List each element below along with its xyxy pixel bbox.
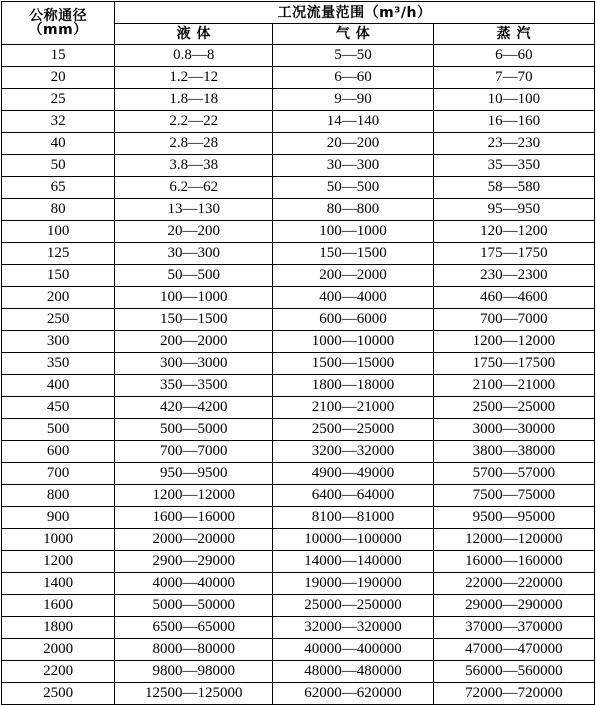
liquid-range-cell: 2900—29000 [115,551,273,573]
liquid-range-cell: 700—7000 [115,441,273,463]
gas-range-cell: 14—140 [273,111,433,133]
steam-range-cell: 56000—560000 [433,661,594,683]
nominal-diameter-cell: 1000 [2,529,115,551]
gas-range-cell: 3200—32000 [273,441,433,463]
steam-range-cell: 95—950 [433,199,594,221]
nominal-diameter-cell: 450 [2,397,115,419]
steam-range-cell: 16000—160000 [433,551,594,573]
nominal-diameter-cell: 300 [2,331,115,353]
steam-range-cell: 58—580 [433,177,594,199]
table-row [2,419,595,441]
table-row [2,155,595,177]
gas-range-cell: 4900—49000 [273,463,433,485]
table-row [2,639,595,661]
table-row [2,89,595,111]
gas-range-cell: 600—6000 [273,309,433,331]
nominal-diameter-cell: 65 [2,177,115,199]
steam-range-cell: 72000—720000 [433,683,594,705]
liquid-range-cell: 13—130 [115,199,273,221]
gas-range-cell: 20—200 [273,133,433,155]
liquid-range-cell: 2.8—28 [115,133,273,155]
steam-range-cell: 29000—290000 [433,595,594,617]
nominal-diameter-cell: 15 [2,45,115,67]
table-row [2,617,595,639]
table-row [2,133,595,155]
table-row [2,199,595,221]
steam-range-cell: 700—7000 [433,309,594,331]
table-row [2,221,595,243]
gas-range-cell: 6—60 [273,67,433,89]
nominal-diameter-cell: 250 [2,309,115,331]
nominal-diameter-cell: 2200 [2,661,115,683]
gas-range-cell: 2100—21000 [273,397,433,419]
gas-range-cell: 80—800 [273,199,433,221]
nominal-diameter-cell: 125 [2,243,115,265]
table-row [2,529,595,551]
table-row [2,397,595,419]
gas-range-cell: 100—1000 [273,221,433,243]
nominal-diameter-header [2,2,115,45]
table-row [2,111,595,133]
table-row [2,595,595,617]
nominal-diameter-cell: 400 [2,375,115,397]
steam-range-cell: 460—4600 [433,287,594,309]
table-row [2,375,595,397]
liquid-range-cell: 8000—80000 [115,639,273,661]
steam-range-cell: 3000—30000 [433,419,594,441]
table-row [2,177,595,199]
liquid-range-cell: 2000—20000 [115,529,273,551]
liquid-range-cell: 1.8—18 [115,89,273,111]
nominal-diameter-cell: 1800 [2,617,115,639]
nominal-diameter-cell: 500 [2,419,115,441]
nominal-diameter-cell: 25 [2,89,115,111]
steam-range-cell: 47000—470000 [433,639,594,661]
liquid-range-cell: 9800—98000 [115,661,273,683]
table-body [2,45,595,705]
column-header-steam: 蒸 汽 [433,24,594,45]
nominal-diameter-cell: 50 [2,155,115,177]
steam-range-cell: 120—1200 [433,221,594,243]
liquid-range-cell: 950—9500 [115,463,273,485]
gas-range-cell: 62000—620000 [273,683,433,705]
nominal-diameter-cell: 900 [2,507,115,529]
nominal-diameter-cell: 100 [2,221,115,243]
gas-range-cell: 48000—480000 [273,661,433,683]
steam-range-cell: 1200—12000 [433,331,594,353]
table-row [2,463,595,485]
table-row [2,551,595,573]
gas-range-cell: 30—300 [273,155,433,177]
table-row [2,573,595,595]
table-row [2,441,595,463]
nominal-diameter-unit: （mm） [28,22,88,38]
nominal-diameter-cell: 200 [2,287,115,309]
steam-range-cell: 1750—17500 [433,353,594,375]
gas-range-cell: 40000—400000 [273,639,433,661]
gas-range-cell: 32000—320000 [273,617,433,639]
steam-range-cell: 9500—95000 [433,507,594,529]
gas-range-cell: 5—50 [273,45,433,67]
gas-range-cell: 6400—64000 [273,485,433,507]
gas-range-cell: 8100—81000 [273,507,433,529]
nominal-diameter-cell: 600 [2,441,115,463]
liquid-range-cell: 4000—40000 [115,573,273,595]
steam-range-cell: 7—70 [433,67,594,89]
steam-range-cell: 23—230 [433,133,594,155]
nominal-diameter-cell: 1200 [2,551,115,573]
steam-range-cell: 175—1750 [433,243,594,265]
liquid-range-cell: 0.8—8 [115,45,273,67]
nominal-diameter-cell: 2500 [2,683,115,705]
liquid-range-cell: 50—500 [115,265,273,287]
steam-range-cell: 3800—38000 [433,441,594,463]
flow-range-title: 工况流量范围（m³/h） [115,2,595,24]
column-header-liquid: 液 体 [115,24,273,45]
liquid-range-cell: 100—1000 [115,287,273,309]
gas-range-cell: 10000—100000 [273,529,433,551]
steam-range-cell: 2100—21000 [433,375,594,397]
liquid-range-cell: 3.8—38 [115,155,273,177]
table-row [2,243,595,265]
gas-range-cell: 200—2000 [273,265,433,287]
table-row [2,45,595,67]
liquid-range-cell: 1600—16000 [115,507,273,529]
liquid-range-cell: 500—5000 [115,419,273,441]
steam-range-cell: 10—100 [433,89,594,111]
table-row [2,661,595,683]
table-row [2,287,595,309]
table-row [2,67,595,89]
nominal-diameter-cell: 350 [2,353,115,375]
steam-range-cell: 2500—25000 [433,397,594,419]
steam-range-cell: 5700—57000 [433,463,594,485]
nominal-diameter-cell: 2000 [2,639,115,661]
nominal-diameter-cell: 700 [2,463,115,485]
liquid-range-cell: 5000—50000 [115,595,273,617]
gas-range-cell: 50—500 [273,177,433,199]
gas-range-cell: 1000—10000 [273,331,433,353]
liquid-range-cell: 6.2—62 [115,177,273,199]
table-row [2,309,595,331]
liquid-range-cell: 30—300 [115,243,273,265]
nominal-diameter-cell: 80 [2,199,115,221]
gas-range-cell: 19000—190000 [273,573,433,595]
nominal-diameter-cell: 20 [2,67,115,89]
nominal-diameter-cell: 1400 [2,573,115,595]
table-row [2,485,595,507]
liquid-range-cell: 12500—125000 [115,683,273,705]
liquid-range-cell: 1200—12000 [115,485,273,507]
flow-range-table [1,1,595,705]
liquid-range-cell: 300—3000 [115,353,273,375]
table-row [2,353,595,375]
steam-range-cell: 230—2300 [433,265,594,287]
table-row [2,265,595,287]
steam-range-cell: 37000—370000 [433,617,594,639]
gas-range-cell: 1800—18000 [273,375,433,397]
nominal-diameter-cell: 1600 [2,595,115,617]
liquid-range-cell: 200—2000 [115,331,273,353]
nominal-diameter-cell: 40 [2,133,115,155]
steam-range-cell: 12000—120000 [433,529,594,551]
liquid-range-cell: 1.2—12 [115,67,273,89]
nominal-diameter-label: 公称通径 [29,8,88,24]
steam-range-cell: 6—60 [433,45,594,67]
liquid-range-cell: 420—4200 [115,397,273,419]
nominal-diameter-cell: 150 [2,265,115,287]
steam-range-cell: 35—350 [433,155,594,177]
gas-range-cell: 150—1500 [273,243,433,265]
table-row [2,331,595,353]
gas-range-cell: 9—90 [273,89,433,111]
liquid-range-cell: 2.2—22 [115,111,273,133]
column-header-gas: 气 体 [273,24,433,45]
steam-range-cell: 16—160 [433,111,594,133]
gas-range-cell: 400—4000 [273,287,433,309]
gas-range-cell: 25000—250000 [273,595,433,617]
liquid-range-cell: 20—200 [115,221,273,243]
nominal-diameter-cell: 800 [2,485,115,507]
gas-range-cell: 2500—25000 [273,419,433,441]
gas-range-cell: 14000—140000 [273,551,433,573]
liquid-range-cell: 6500—65000 [115,617,273,639]
gas-range-cell: 1500—15000 [273,353,433,375]
liquid-range-cell: 350—3500 [115,375,273,397]
steam-range-cell: 7500—75000 [433,485,594,507]
table-row [2,507,595,529]
nominal-diameter-cell: 32 [2,111,115,133]
steam-range-cell: 22000—220000 [433,573,594,595]
liquid-range-cell: 150—1500 [115,309,273,331]
